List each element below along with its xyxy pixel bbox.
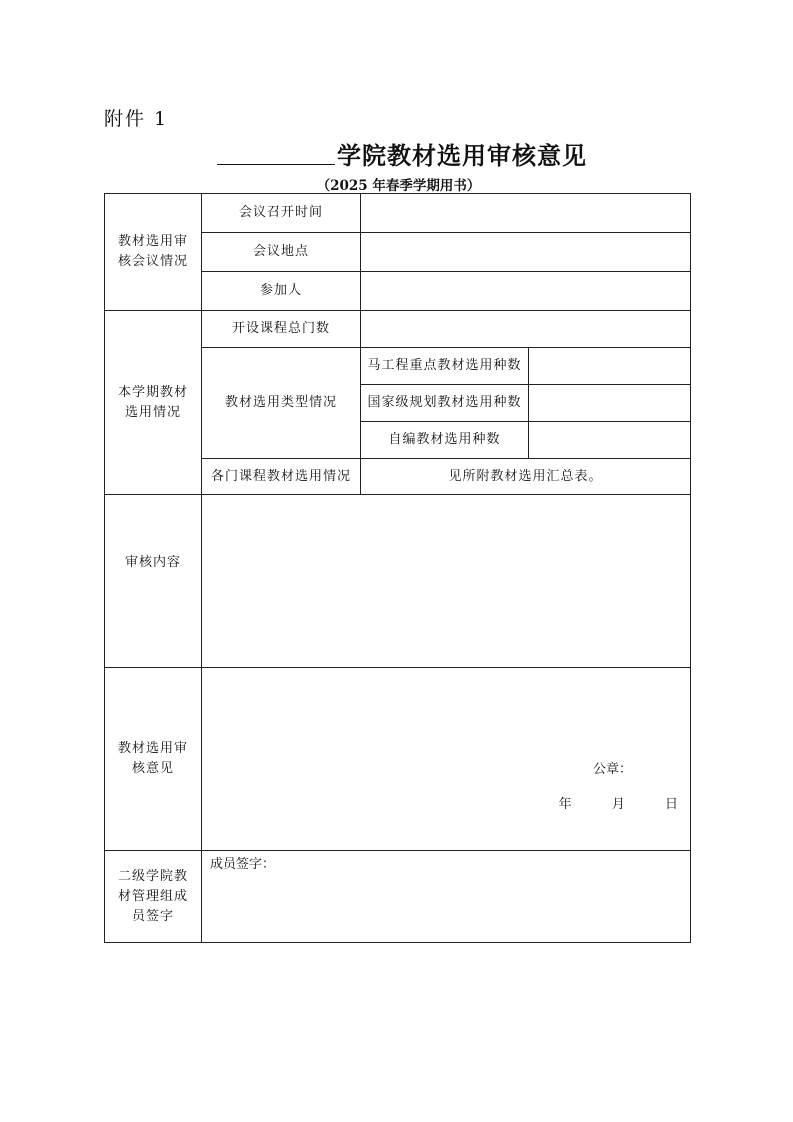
meeting-section-label-text: 教材选用审核会议情况 xyxy=(118,234,189,269)
semester-section-label xyxy=(105,311,202,495)
attachment-number: 附件 1 xyxy=(104,108,169,130)
type-label-self-compiled: 自编教材选用种数 xyxy=(361,422,529,459)
committee-label-text: 二级学院教材管理组成员签字 xyxy=(117,868,188,924)
committee-label xyxy=(105,851,202,943)
signature-field[interactable] xyxy=(202,851,691,943)
participants-label: 参加人 xyxy=(202,272,361,311)
title-text: 学院教材选用审核意见 xyxy=(337,141,587,170)
month-label: 月 xyxy=(611,797,625,812)
year-label: 年 xyxy=(558,797,572,812)
date-line xyxy=(523,795,678,815)
opinion-label xyxy=(105,668,202,851)
participants-field[interactable] xyxy=(361,272,691,311)
type-field-mgc[interactable] xyxy=(529,348,691,385)
each-course-value: 见所附教材选用汇总表。 xyxy=(361,459,691,495)
opinion-field[interactable] xyxy=(202,668,691,851)
semester-section-label-text: 本学期教材选用情况 xyxy=(118,384,189,420)
document-subtitle xyxy=(0,174,793,194)
total-courses-label: 开设课程总门数 xyxy=(202,311,361,348)
total-courses-field[interactable] xyxy=(361,311,691,348)
opinion-label-text: 教材选用审核意见 xyxy=(118,741,189,776)
review-form-table xyxy=(104,193,691,943)
meeting-section-label xyxy=(105,194,202,311)
type-field-self-compiled[interactable] xyxy=(529,422,691,459)
review-content-label: 审核内容 xyxy=(105,495,202,668)
meeting-place-label: 会议地点 xyxy=(202,233,361,272)
meeting-time-label: 会议召开时间 xyxy=(202,194,361,233)
textbook-type-label: 教材选用类型情况 xyxy=(202,348,361,459)
day-label: 日 xyxy=(664,797,678,812)
each-course-label: 各门课程教材选用情况 xyxy=(202,459,361,495)
meeting-place-field[interactable] xyxy=(361,233,691,272)
document-title xyxy=(217,136,617,168)
type-label-mgc: 马工程重点教材选用种数 xyxy=(361,348,529,385)
meeting-time-field[interactable] xyxy=(361,194,691,233)
official-seal-label: 公章： xyxy=(592,762,632,777)
signature-label: 成员签字： xyxy=(210,857,276,872)
review-content-field[interactable] xyxy=(202,495,691,668)
college-name-blank[interactable] xyxy=(217,164,335,165)
type-label-national: 国家级规划教材选用种数 xyxy=(361,385,529,422)
type-field-national[interactable] xyxy=(529,385,691,422)
subtitle-text: （2025 年春季学期用书） xyxy=(316,178,481,194)
